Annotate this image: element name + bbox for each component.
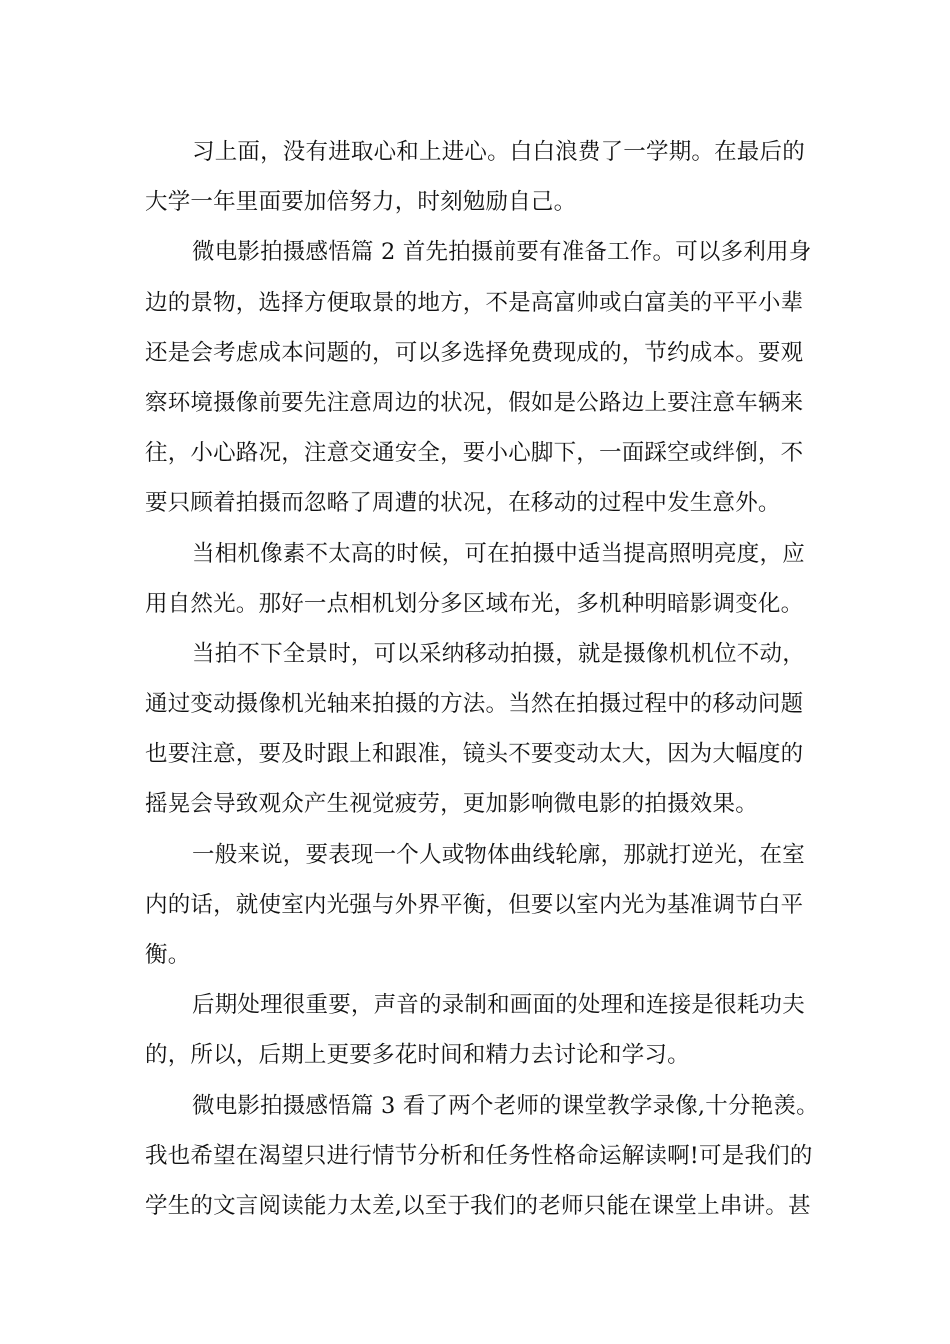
text-line: 一般来说，要表现一个人或物体曲线轮廓，那就打逆光，在室 — [192, 841, 805, 868]
text-line: 察环境摄像前要先注意周边的状况，假如是公路边上要注意车辆来 — [145, 389, 804, 416]
text-line: 微电影拍摄感悟篇 3 看了两个老师的课堂教学录像,十分艳羡。 — [192, 1092, 819, 1119]
text-line: 通过变动摄像机光轴来拍摄的方法。当然在拍摄过程中的移动问题 — [145, 691, 804, 718]
text-line: 要只顾着拍摄而忽略了周遭的状况，在移动的过程中发生意外。 — [145, 490, 781, 517]
text-line: 也要注意，要及时跟上和跟准，镜头不要变动太大，因为大幅度的 — [145, 741, 804, 768]
text-line: 学生的文言阅读能力太差,以至于我们的老师只能在课堂上串讲。甚 — [145, 1192, 811, 1219]
text-line: 的，所以，后期上更要多花时间和精力去讨论和学习。 — [145, 1042, 690, 1069]
text-line: 还是会考虑成本问题的，可以多选择免费现成的，节约成本。要观 — [145, 339, 804, 366]
text-line: 我也希望在渴望只进行情节分析和任务性格命运解读啊!可是我们的 — [145, 1142, 813, 1169]
text-line: 衡。 — [145, 942, 191, 968]
text-line: 后期处理很重要，声音的录制和画面的处理和连接是很耗功夫 — [192, 992, 805, 1019]
text-line: 微电影拍摄感悟篇 2 首先拍摄前要有准备工作。可以多利用身 — [192, 239, 812, 266]
text-line: 摇晃会导致观众产生视觉疲劳，更加影响微电影的拍摄效果。 — [145, 791, 758, 818]
text-line: 习上面，没有进取心和上进心。白白浪费了一学期。在最后的 — [192, 139, 805, 165]
text-line: 边的景物，选择方便取景的地方，不是高富帅或白富美的平平小辈 — [145, 289, 804, 316]
text-line: 当相机像素不太高的时候，可在拍摄中适当提高照明亮度，应 — [192, 540, 805, 567]
text-line: 内的话，就使室内光强与外界平衡，但要以室内光为基准调节白平 — [145, 891, 804, 918]
text-line: 当拍不下全景时，可以采纳移动拍摄，就是摄像机机位不动， — [192, 640, 805, 667]
body-text — [145, 127, 819, 1231]
text-line: 往，小心路况，注意交通安全，要小心脚下，一面踩空或绊倒，不 — [145, 440, 804, 467]
text-line: 用自然光。那好一点相机划分多区域布光，多机种明暗影调变化。 — [145, 590, 804, 617]
text-line: 大学一年里面要加倍努力，时刻勉励自己。 — [145, 189, 577, 216]
